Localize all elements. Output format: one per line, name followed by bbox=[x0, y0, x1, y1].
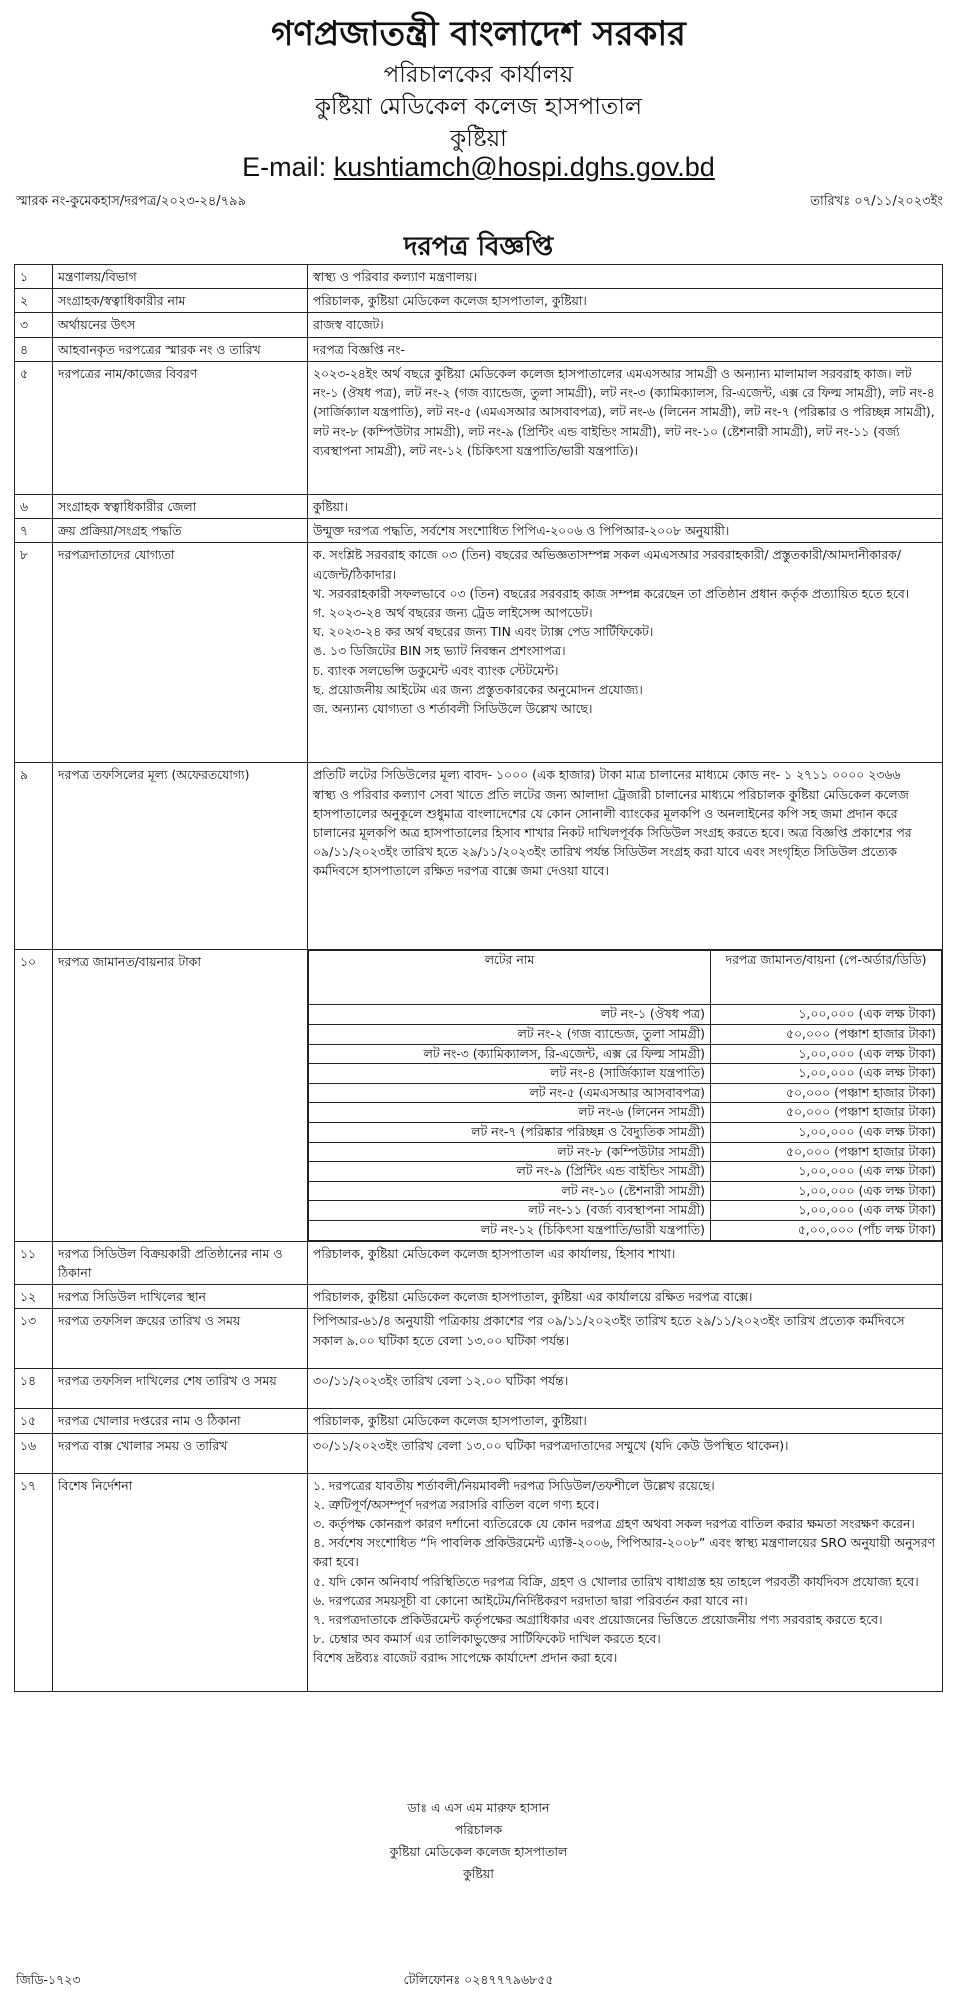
lot-row bbox=[309, 1103, 942, 1123]
row-label: মন্ত্রণালয়/বিভাগ bbox=[53, 265, 308, 289]
list-item: ৬. দরপত্রের সময়সূচী বা কোনো আইটেম/নির্দিষ্টকরণ দরদাতা দ্বারা পরিবর্তন করা যাবে না। bbox=[313, 1592, 748, 1608]
lot-security-amount: ১,০০,০০০ (এক লক্ষ টাকা) bbox=[711, 1122, 942, 1142]
lot-security-amount: ৫,০০,০০০ (পাঁচ লক্ষ টাকা) bbox=[711, 1221, 942, 1241]
list-item: ছ. প্রয়োজনীয় আইটেম এর জন্য প্রস্তুতকারকের অনুমোদন প্রযোজ্য। bbox=[313, 681, 643, 697]
list-item: ২. ত্রুটিপূর্ণ/অসম্পূর্ণ দরপত্র সরাসরি বাতিল বলে গণ্য হবে। bbox=[313, 1496, 600, 1512]
row-number: ১২ bbox=[15, 1285, 53, 1309]
row-value: পরিচালক, কুষ্টিয়া মেডিকেল কলেজ হাসপাতাল, কুষ্টিয়া। bbox=[308, 289, 943, 313]
row-number: ১৩ bbox=[15, 1309, 53, 1369]
lot-name-header: লটের নাম bbox=[309, 951, 711, 1005]
row-label: দরপত্র তফসিল ক্রয়ের তারিখ ও সময় bbox=[53, 1309, 308, 1369]
row-label: দরপত্র জামানত/বায়নার টাকা bbox=[53, 950, 308, 1241]
row-label: দরপত্র সিডিউল বিক্রয়কারী প্রতিষ্ঠানের নাম ও ঠিকানা bbox=[53, 1241, 308, 1284]
lot-security-amount: ১,০০,০০০ (এক লক্ষ টাকা) bbox=[711, 1201, 942, 1221]
row-value: ৩০/১১/২০২৩ইং তারিখ বেলা ১৩.০০ ঘটিকা দরপত্রদাতাদের সম্মুখে (যদি কেউ উপস্থিত থাকেন)। bbox=[308, 1433, 943, 1473]
lot-name: লট নং-৭ (পরিষ্কার পরিচ্ছন্ন ও বৈদ্যুতিক সামগ্রী) bbox=[309, 1122, 711, 1142]
row-label: দরপত্র সিডিউল দাখিলের স্থান bbox=[53, 1285, 308, 1309]
table-row bbox=[15, 1241, 943, 1284]
email-label: E-mail: bbox=[242, 152, 327, 182]
lot-name: লট নং-২ (গজ ব্যান্ডেজ, তুলা সামগ্রী) bbox=[309, 1024, 711, 1044]
govt-title: গণপ্রজাতন্ত্রী বাংলাদেশ সরকার bbox=[271, 14, 686, 54]
row-number: ১ bbox=[15, 265, 53, 289]
schedule-price-text: প্রতিটি লটের সিডিউলের মূল্য বাবদ- ১০০০ (এক হাজার) টাকা মাত্র চালানের মাধ্যমে কোড নং- ১ ২৭১১ ০০০০ ২৩৬৬ bbox=[313, 767, 901, 783]
table-row bbox=[15, 265, 943, 289]
lot-name: লট নং-৫ (এমএসআর আসবাবপত্র) bbox=[309, 1083, 711, 1103]
list-item: ৫. যদি কোন অনিবার্য পরিস্থিতিতে দরপত্র বিক্রি, গ্রহণ ও খোলার তারিখ বাধাগ্রস্ত হয় তাহলে পরবর্তী কার্যদিবস প্রযোজ্য হবে। bbox=[313, 1573, 919, 1589]
schedule-collection-text: স্বাস্থ্য ও পরিবার কল্যাণ সেবা খাতে প্রতি লটের জন্য আলাদা ট্রেজারী চালানের মাধ্যমে পরিচালক কুষ্টিয়া মেডিকেল কলেজ হাসপাতালের অনুকূলে শুধুমাত্র বাংলাদেশের যে কোন সোনালী ব্যাংকের মূলকপি ও অনলাইনের কপি সহ জমা প্রদান করে চালানের মূলকপি অত্র হাসপাতালের হিসাব শাখার নিকট দাখিলপূর্বক সিডিউল সংগ্রহ করতে হবে। অত্র বিজ্ঞপ্তি প্রকাশের পর ০৯/১১/২০২৩ইং তারিখ হতে ২৯/১১/২০২৩ইং তারিখ পর্যন্ত সিডিউল সংগ্রহ করা যাবে এবং সংগৃহিত সিডিউল প্রত্যেক কর্মদিবসে হাসপাতালে রক্ষিত দরপত্র বাক্সে জমা দেওয়া যাবে। bbox=[313, 786, 912, 879]
row-number: ৭ bbox=[15, 519, 53, 543]
lot-row bbox=[309, 1005, 942, 1025]
lot-row bbox=[309, 1221, 942, 1241]
list-item: গ. ২০২৩-২৪ অর্থ বছরের জন্য ট্রেড লাইসেন্স আপডেট। bbox=[313, 604, 593, 620]
row-number: ১১ bbox=[15, 1241, 53, 1284]
table-row bbox=[15, 1285, 943, 1309]
lot-name: লট নং-৮ (কম্পিউটার সামগ্রী) bbox=[309, 1142, 711, 1162]
lot-security-amount: ৫০,০০০ (পঞ্চাশ হাজার টাকা) bbox=[711, 1142, 942, 1162]
telephone: টেলিফোনঃ ০২৪৭৭৭৯৬৮৫৫ bbox=[403, 1972, 554, 1987]
table-row bbox=[15, 1473, 943, 1691]
lot-security-amount: ৫০,০০০ (পঞ্চাশ হাজার টাকা) bbox=[711, 1083, 942, 1103]
row-label: দরপত্র তফসিলের মূল্য (অফেরতযোগ্য) bbox=[53, 763, 308, 950]
row-number: ৮ bbox=[15, 543, 53, 763]
list-item: ৮. চেম্বার অব কমার্স এর তালিকাভুক্তের সার্টিফিকেট দাখিল করতে হবে। bbox=[313, 1631, 661, 1647]
list-item: ৩. কর্তৃপক্ষ কোনরূপ কারণ দর্শানো ব্যতিরেকে যে কোন দরপত্র গ্রহণ অথবা সকল দরপত্র বাতিল করার ক্ষমতা সংরক্ষণ করেন। bbox=[313, 1515, 915, 1531]
row-label: আহবানকৃত দরপত্রের স্মারক নং ও তারিখ bbox=[53, 337, 308, 361]
city-name: কুষ্টিয়া bbox=[450, 126, 507, 152]
table-row bbox=[15, 1409, 943, 1433]
table-row bbox=[15, 289, 943, 313]
list-item: খ. সরবরাহকারী সফলভাবে ০৩ (তিন) বছরের সরবরাহ কাজ সম্পন্ন করেছেন তা প্রতিষ্ঠান প্রধান কর্তৃক প্রত্যায়িত হতে হবে। bbox=[313, 585, 910, 601]
list-item: ৪. সর্বশেষ সংশোধিত “দি পাবলিক প্রকিউরমেন্ট এ্যাক্ট-২০০৬, পিপিআর-২০০৮” এবং স্বাস্থ্য মন্ত্রণালয়ের SRO অনুযায়ী অনুসরণ করা হবে। bbox=[313, 1535, 935, 1570]
lot-name: লট নং-১০ (ষ্টেশনারী সামগ্রী) bbox=[309, 1181, 711, 1201]
row-value: পরিচালক, কুষ্টিয়া মেডিকেল কলেজ হাসপাতাল, কুষ্টিয়া এর কার্যালয়ে রক্ষিত দরপত্র বাক্সে। bbox=[308, 1285, 943, 1309]
table-row bbox=[15, 1369, 943, 1409]
email-line bbox=[0, 152, 957, 183]
lot-row bbox=[309, 1024, 942, 1044]
row-value: পরিচালক, কুষ্টিয়া মেডিকেল কলেজ হাসপাতাল এর কার্যালয়, হিসাব শাখা। bbox=[308, 1241, 943, 1284]
table-row bbox=[15, 1433, 943, 1473]
lot-name: লট নং-৬ (লিনেন সামগ্রী) bbox=[309, 1103, 711, 1123]
lot-security-amount: ৫০,০০০ (পঞ্চাশ হাজার টাকা) bbox=[711, 1024, 942, 1044]
lot-security-amount: ১,০০,০০০ (এক লক্ষ টাকা) bbox=[711, 1162, 942, 1182]
row-number: ১৭ bbox=[15, 1473, 53, 1691]
lot-name: লট নং-১ (ঔষধ পত্র) bbox=[309, 1005, 711, 1025]
lot-row bbox=[309, 1083, 942, 1103]
lot-name: লট নং-৯ (প্রিন্টিং এন্ড বাইন্ডিং সামগ্রী) bbox=[309, 1162, 711, 1182]
table-row bbox=[15, 763, 943, 950]
table-row bbox=[15, 543, 943, 763]
lot-name: লট নং-৪ (সার্জিক্যাল যন্ত্রপাতি) bbox=[309, 1064, 711, 1084]
signatory-designation: পরিচালক bbox=[454, 1822, 503, 1837]
table-row bbox=[15, 1309, 943, 1369]
list-item: ১. দরপত্রের যাবতীয় শর্তাবলী/নিয়মাবলী দরপত্র সিডিউল/তফশীলে উল্লেখ রয়েছে। bbox=[313, 1477, 715, 1493]
row-label: দরপত্রের নাম/কাজের বিবরণ bbox=[53, 361, 308, 494]
row-label: ক্রয় প্রক্রিয়া/সংগ্রহ পদ্ধতি bbox=[53, 519, 308, 543]
row-label: সংগ্রাহক স্বত্বাধিকারীর জেলা bbox=[53, 494, 308, 518]
row-label: বিশেষ নির্দেশনা bbox=[53, 1473, 308, 1691]
row-label: দরপত্র তফসিল দাখিলের শেষ তারিখ ও সময় bbox=[53, 1369, 308, 1409]
row-value: উন্মুক্ত দরপত্র পদ্ধতি, সর্বশেষ সংশোধিত পিপিএ-২০০৬ ও পিপিআর-২০০৮ অনুযায়ী। bbox=[308, 519, 943, 543]
row-number: ৫ bbox=[15, 361, 53, 494]
tender-details-table bbox=[14, 264, 943, 1692]
row-number: ৬ bbox=[15, 494, 53, 518]
lot-security-amount: ১,০০,০০০ (এক লক্ষ টাকা) bbox=[711, 1064, 942, 1084]
lot-row bbox=[309, 1162, 942, 1182]
table-row bbox=[15, 337, 943, 361]
row-number: ৪ bbox=[15, 337, 53, 361]
row-label: অর্থায়নের উৎস bbox=[53, 313, 308, 337]
table-header-row bbox=[309, 951, 942, 1005]
row-value: পিপিআর-৬১/৪ অনুযায়ী পত্রিকায় প্রকাশের পর ০৯/১১/২০২৩ইং তারিখ হতে ২৯/১১/২০২৩ইং তারিখ প্রত্যেক কর্মদিবসে সকাল ৯.০০ ঘটিকা হতে বেলা ১৩.০০ ঘটিকা পর্যন্ত। bbox=[308, 1309, 943, 1369]
row-label: দরপত্রদাতাদের যোগ্যতা bbox=[53, 543, 308, 763]
lot-name: লট নং-১২ (চিকিৎসা যন্ত্রপাতি/ভারী যন্ত্রপাতি) bbox=[309, 1221, 711, 1241]
row-number: ২ bbox=[15, 289, 53, 313]
row-number: ১০ bbox=[15, 950, 53, 1241]
lot-row bbox=[309, 1044, 942, 1064]
lot-security-amount: ১,০০,০০০ (এক লক্ষ টাকা) bbox=[711, 1044, 942, 1064]
lot-row bbox=[309, 1181, 942, 1201]
table-row bbox=[15, 494, 943, 518]
lot-name: লট নং-১১ (বর্জ্য ব্যবস্থাপনা সামগ্রী) bbox=[309, 1201, 711, 1221]
notice-title-text: দরপত্র বিজ্ঞপ্তি bbox=[400, 232, 557, 265]
notice-date: তারিখঃ ০৭/১১/২০২৩ইং bbox=[810, 194, 943, 209]
row-value: ২০২৩-২৪ইং অর্থ বছরে কুষ্টিয়া মেডিকেল কলেজ হাসপাতালের এমএসআর সামগ্রী ও অন্যান্য মালামাল সরবরাহ কাজ। লট নং-১ (ঔষধ পত্র), লট নং-২ (গজ ব্যান্ডেজ, তুলা সামগ্রী), লট নং-৩ (ক্যামিক্যালস, রি-এজেন্ট, এক্স রে ফিল্ম সামগ্রী), লট নং-৪ (সার্জিক্যাল যন্ত্রপাতি), লট নং-৫ (এমএসআর আসবাবপত্র), লট নং-৬ (লিনেন সামগ্রী), লট নং-৭ (পরিষ্কার ও পরিচ্ছন্ন সামগ্রী), লট নং-৮ (কম্পিউটার সামগ্রী), লট নং-৯ (প্রিন্টিং এন্ড বাইন্ডিং সামগ্রী), লট নং-১০ (ষ্টেশনারী সামগ্রী), লট নং-১১ (বর্জ্য ব্যবস্থাপনা সামগ্রী), লট নং-১২ (চিকিৎসা যন্ত্রপাতি/ভারী যন্ত্রপাতি)। bbox=[308, 361, 943, 494]
row-number: ১৫ bbox=[15, 1409, 53, 1433]
lot-row bbox=[309, 1064, 942, 1084]
gd-reference: জিডি-১৭২৩ bbox=[16, 1972, 81, 1987]
row-value: রাজস্ব বাজেট। bbox=[308, 313, 943, 337]
hospital-name: কুষ্টিয়া মেডিকেল কলেজ হাসপাতাল bbox=[314, 94, 643, 120]
office-name: পরিচালকের কার্যালয় bbox=[383, 62, 574, 88]
signatory-city: কুষ্টিয়া bbox=[463, 1866, 494, 1881]
table-row bbox=[15, 950, 943, 1241]
qualification-list bbox=[308, 543, 943, 763]
signatory-office: কুষ্টিয়া মেডিকেল কলেজ হাসপাতাল bbox=[389, 1844, 568, 1859]
lot-row bbox=[309, 1142, 942, 1162]
row-value: দরপত্র বিজ্ঞপ্তি নং- bbox=[308, 337, 943, 361]
list-item: ঙ. ১৩ ডিজিটের BIN সহ ভ্যাট নিবন্ধন প্রশংসাপত্র। bbox=[313, 643, 566, 659]
schedule-price bbox=[308, 763, 943, 950]
list-item: ৭. দরপত্রদাতাকে প্রকিউরমেন্ট কর্তৃপক্ষের অগ্রাধিকার এবং প্রয়োজনের ভিত্তিতে প্রয়োজনীয় পণ্য সরবরাহ করতে হবে। bbox=[313, 1612, 883, 1628]
email-link[interactable]: kushtiamch@hospi.dghs.gov.bd bbox=[333, 152, 715, 182]
table-row bbox=[15, 313, 943, 337]
lot-row bbox=[309, 1122, 942, 1142]
lot-security-amount: ৫০,০০০ (পঞ্চাশ হাজার টাকা) bbox=[711, 1103, 942, 1123]
row-label: দরপত্র খোলার দপ্তরের নাম ও ঠিকানা bbox=[53, 1409, 308, 1433]
security-table-cell bbox=[308, 950, 943, 1241]
security-money-table bbox=[308, 950, 942, 1240]
row-value: ৩০/১১/২০২৩ইং তারিখ বেলা ১২.০০ ঘটিকা পর্যন্ত। bbox=[308, 1369, 943, 1409]
row-label: দরপত্র বাক্স খোলার সময় ও তারিখ bbox=[53, 1433, 308, 1473]
row-number: ৯ bbox=[15, 763, 53, 950]
list-item: ক. সংশ্লিষ্ট সরবরাহ কাজে ০৩ (তিন) বছরের অভিজ্ঞতাসম্পন্ন সকল এমএসআর সরবরাহকারী/ প্রস্তুতকারী/আমদানীকারক/ এজেন্ট/ঠিকাদার। bbox=[313, 547, 901, 582]
row-label: সংগ্রাহক/স্বত্বাধিকারীর নাম bbox=[53, 289, 308, 313]
list-item: চ. ব্যাংক সলভেন্সি ডকুমেন্ট এবং ব্যাংক স্টেটমেন্ট। bbox=[313, 662, 559, 678]
row-number: ৩ bbox=[15, 313, 53, 337]
row-number: ১৬ bbox=[15, 1433, 53, 1473]
table-row bbox=[15, 361, 943, 494]
signatory-name: ডাঃ এ এস এম মারুফ হাসান bbox=[407, 1800, 550, 1815]
list-item: ঘ. ২০২৩-২৪ কর অর্থ বছরের জন্য TIN এবং ট্যাক্স পেড সার্টিফিকেট। bbox=[313, 624, 654, 640]
list-item: বিশেষ দ্রষ্টব্যঃ বাজেট বরাদ্দ সাপেক্ষে কার্যাদেশ প্রদান করা হবে। bbox=[313, 1650, 618, 1666]
table-row bbox=[15, 519, 943, 543]
lot-name: লট নং-৩ (ক্যামিক্যালস, রি-এজেন্ট, এক্স রে ফিল্ম সামগ্রী) bbox=[309, 1044, 711, 1064]
row-value: স্বাস্থ্য ও পরিবার কল্যাণ মন্ত্রণালয়। bbox=[308, 265, 943, 289]
lot-security-amount: ১,০০,০০০ (এক লক্ষ টাকা) bbox=[711, 1005, 942, 1025]
row-value: পরিচালক, কুষ্টিয়া মেডিকেল কলেজ হাসপাতাল, কুষ্টিয়া। bbox=[308, 1409, 943, 1433]
row-number: ১৪ bbox=[15, 1369, 53, 1409]
list-item: জ. অন্যান্য যোগ্যতা ও শর্তাবলী সিডিউলে উল্লেখ আছে। bbox=[313, 701, 593, 717]
lot-row bbox=[309, 1201, 942, 1221]
memo-number: স্মারক নং-কুমেকহাস/দরপত্র/২০২৩-২৪/৭৯৯ bbox=[16, 194, 247, 209]
special-instructions bbox=[308, 1473, 943, 1691]
lot-security-amount: ১,০০,০০০ (এক লক্ষ টাকা) bbox=[711, 1181, 942, 1201]
row-value: কুষ্টিয়া। bbox=[308, 494, 943, 518]
security-amount-header: দরপত্র জামানত/বায়না (পে-অর্ডার/ডিডি) bbox=[711, 951, 942, 1005]
